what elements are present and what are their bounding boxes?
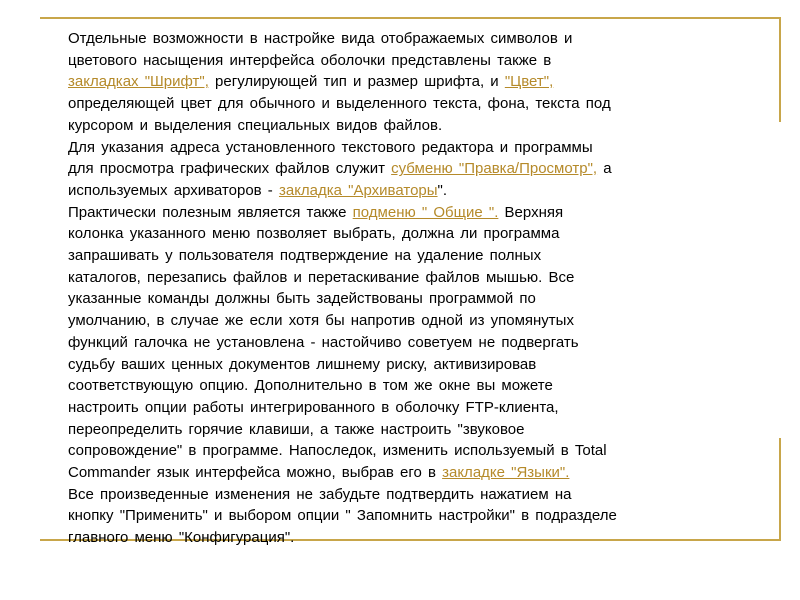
text-line — [68, 93, 708, 115]
link-color-tab[interactable]: "Цвет", — [504, 73, 554, 91]
text-line — [68, 375, 708, 397]
text-line — [68, 527, 708, 549]
text-segment: судьбу ваших ценных документов лишнему риску, активизировав — [68, 355, 537, 373]
text-segment: колонка указанного меню позволяет выбрать, должна ли программа — [68, 225, 560, 243]
text-segment: а — [597, 160, 612, 178]
text-segment: переопределить горячие клавиши, а также настроить "звуковое — [68, 420, 525, 438]
text-segment: соответствующую опцию. Дополнительно в том же окне вы можете — [68, 377, 553, 395]
text-segment: регулирующей тип и размер шрифта, и — [208, 73, 505, 91]
text-segment: Верхняя — [498, 203, 564, 221]
text-segment: для просмотра графических файлов служит — [68, 160, 392, 178]
text-segment: функций галочка не установлена - настойчиво советуем не подвергать — [68, 333, 579, 351]
text-line — [68, 505, 708, 527]
link-general-submenu[interactable]: подменю " Общие ". — [352, 203, 499, 221]
text-line — [68, 137, 708, 159]
text-line — [68, 267, 708, 289]
link-archivers-tab[interactable]: закладка "Архиваторы — [278, 181, 438, 199]
body-text — [68, 28, 708, 549]
text-line — [68, 310, 708, 332]
text-line — [68, 462, 708, 484]
text-line — [68, 354, 708, 376]
text-line — [68, 71, 708, 93]
text-line — [68, 419, 708, 441]
text-segment: каталогов, перезапись файлов и перетаскивание файлов мышью. Все — [68, 268, 575, 286]
text-segment: Отдельные возможности в настройке вида отображаемых символов и — [68, 30, 573, 47]
text-segment: ". — [437, 181, 448, 199]
text-line — [68, 440, 708, 462]
text-line — [68, 223, 708, 245]
text-segment: Для указания адреса установленного текстового редактора и программы — [68, 138, 593, 156]
text-line — [68, 28, 708, 50]
text-line — [68, 245, 708, 267]
text-segment: используемых архиваторов - — [68, 181, 279, 199]
text-line — [68, 202, 708, 224]
text-line — [68, 158, 708, 180]
text-line — [68, 50, 708, 72]
text-segment: Практически полезным является также — [68, 203, 353, 221]
text-segment: настроить опции работы интегрированного в оболочку FTP-клиента, — [68, 398, 559, 416]
text-segment: сопровождение" в программе. Напоследок, изменить используемый в Total — [68, 442, 607, 460]
right-divider-bottom — [779, 438, 781, 541]
text-segment: Все произведенные изменения не забудьте подтвердить нажатием на — [68, 485, 572, 503]
text-segment: цветового насыщения интерфейса оболочки представлены также в — [68, 51, 552, 69]
text-line — [68, 484, 708, 506]
text-segment: Commander язык интерфейса можно, выбрав его в — [68, 464, 443, 482]
link-edit-view-submenu[interactable]: субменю "Правка/Просмотр", — [391, 160, 598, 178]
text-segment: определяющей цвет для обычного и выделенного текста, фона, текста под — [68, 95, 611, 113]
text-segment: курсором и выделения специальных видов файлов. — [68, 116, 443, 134]
text-line — [68, 397, 708, 419]
top-divider — [40, 17, 781, 19]
link-fonts-tab[interactable]: закладках "Шрифт", — [68, 73, 209, 91]
text-line — [68, 288, 708, 310]
link-languages-tab[interactable]: закладке "Языки". — [442, 464, 570, 482]
text-segment: главного меню "Конфигурация". — [68, 529, 295, 547]
text-segment: указанные команды должны быть задействованы программой по — [68, 290, 536, 308]
text-line — [68, 332, 708, 354]
text-segment: запрашивать у пользователя подтверждение на удаление полных — [68, 247, 542, 265]
text-line — [68, 115, 708, 137]
text-segment: умолчанию, в случае же если хотя бы напротив одной из упомянутых — [68, 312, 574, 330]
right-divider-top — [779, 17, 781, 122]
text-segment: кнопку "Применить" и выбором опции " Запомнить настройки" в подразделе — [68, 507, 617, 525]
text-line — [68, 180, 708, 202]
